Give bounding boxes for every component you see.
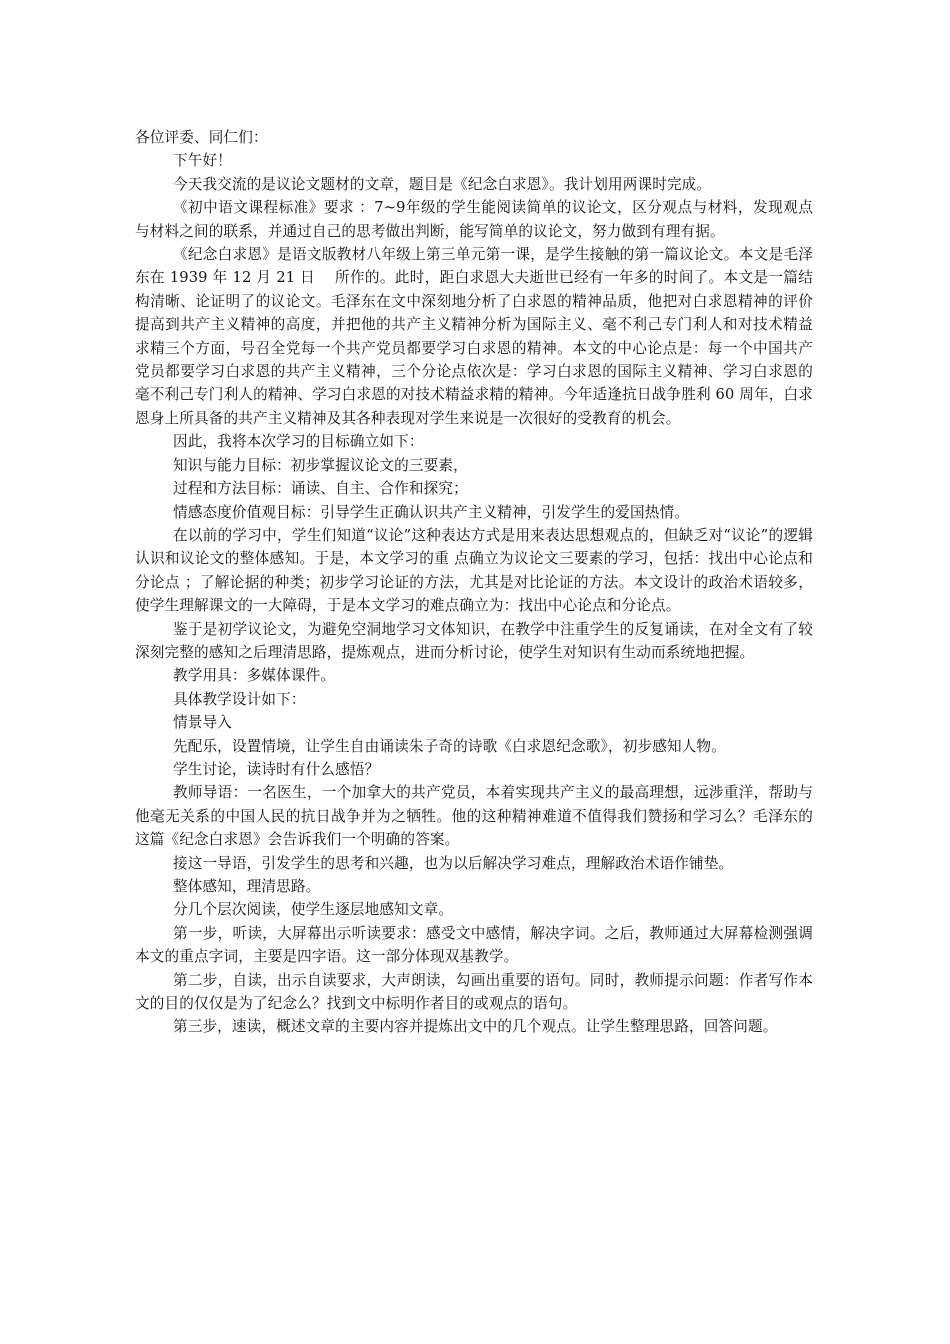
paragraph: 学生讨论，读诗时有什么感悟？	[172, 760, 380, 778]
paragraph: 下午好！	[172, 152, 232, 170]
paragraph: 在以前的学习中，学生们知道“议论”这种表达方式是用来表达思想观点的，但缺乏对“议论”的逻辑认识和议论文的整体感知。于是，本文学习的重 点确立为议论文三要素的学习，包括：找出中心论点和分论点 ；了解论据的种类；初步学习论证的方法，尤其是对比论证的方法。本文设计的政治术语较多，使学生理解课文的一大障碍，于是本文学习的难点确立为：找出中心论点和分论点。	[135, 526, 813, 615]
paragraph: 具体教学设计如下：	[172, 690, 306, 708]
paragraph: 情感态度价值观目标：引导学生正确认识共产主义精神，引发学生的爱国热情。	[172, 503, 689, 521]
paragraph: 教学用具：多媒体课件。	[172, 667, 336, 685]
paragraph: 过程和方法目标：诵读、自主、合作和探究；	[172, 480, 468, 498]
paragraph: 《初中语文课程标准》要求 ：7~9年级的学生能阅读简单的议论文，区分观点与材料，发现观点与材料之间的联系，并通过自己的思考做出判断，能写简单的议论文，努力做到有理有据。	[135, 199, 813, 240]
paragraph: 鉴于是初学议论文，为避免空洞地学习文体知识，在教学中注重学生的反复诵读，在对全文有了较深刻完整的感知之后理清思路，提炼观点，进而分析讨论，使学生对知识有生动而系统地把握。	[135, 620, 813, 661]
paragraph: 分几个层次阅读，使学生逐层地感知文章。	[172, 901, 454, 919]
section-heading: 情景导入	[172, 714, 232, 732]
paragraph: 《纪念白求恩》是语文版教材八年级上第三单元第一课，是学生接触的第一篇议论文。本文是毛泽东在 1939 年 12 月 21 日 所作的。此时，距白求恩大夫逝世已经有一年多的时间了。本文是一篇结构清晰、论证明了的议论文。毛泽东在文中深刻地分析了白求恩的精神品质，他把对白求恩精神的评价提高到共产主义精神的高度，并把他的共产主义精神分析为国际主义、毫不利己专门利人和对技术精益求精三个方面，号召全党每一个共产党员都要学习白求恩的精神。本文的中心论点是：每一个中国共产党员都要学习白求恩的共产主义精神，三个分论点依次是：学习白求恩的国际主义精神、学习白求恩的毫不利己专门利人的精神、学习白求恩的对技术精益求精的精神。今年适逢抗日战争胜利 60 周年，白求恩身上所具备的共产主义精神及其各种表现对学生来说是一次很好的受教育的机会。	[135, 246, 813, 427]
paragraph: 接这一导语，引发学生的思考和兴趣，也为以后解决学习难点，理解政治术语作铺垫。	[172, 854, 734, 872]
paragraph: 第一步，听读，大屏幕出示听读要求：感受文中感情，解决字词。之后，教师通过大屏幕检测强调本文的重点字词，主要是四字语。这一部分体现双基教学。	[135, 924, 813, 966]
paragraph: 先配乐，设置情境，让学生自由诵读朱子奇的诗歌《白求恩纪念歌》，初步感知人物。	[172, 737, 726, 755]
section-heading: 整体感知，理清思路。	[172, 878, 321, 895]
paragraph: 第三步，速读，概述文章的主要内容并提炼出文中的几个观点。让学生整理思路，回答问题。	[172, 1018, 778, 1036]
paragraph: 今天我交流的是议论文题材的文章，题目是《纪念白求恩》。我计划用两课时完成。	[172, 175, 712, 193]
paragraph: 教师导语：一名医生，一个加拿大的共产党员，本着实现共产主义的最高理想，远涉重洋，帮助与他毫无关系的中国人民的抗日战争并为之牺牲。他的这种精神难道不值得我们赞扬和学习么？毛泽东的这篇《纪念白求恩》会告诉我们一个明确的答案。	[135, 784, 813, 849]
greeting: 各位评委、同仁们：	[135, 129, 268, 146]
paragraph: 知识与能力目标：初步掌握议论文的三要素，	[172, 456, 468, 474]
document-body	[135, 126, 813, 1039]
paragraph: 因此，我将本次学习的目标确立如下：	[172, 433, 424, 451]
paragraph: 第二步，自读，出示自读要求，大声朗读，勾画出重要的语句。同时，教师提示问题：作者写作本文的目的仅仅是为了纪念么？找到文中标明作者目的或观点的语句。	[135, 971, 813, 1013]
